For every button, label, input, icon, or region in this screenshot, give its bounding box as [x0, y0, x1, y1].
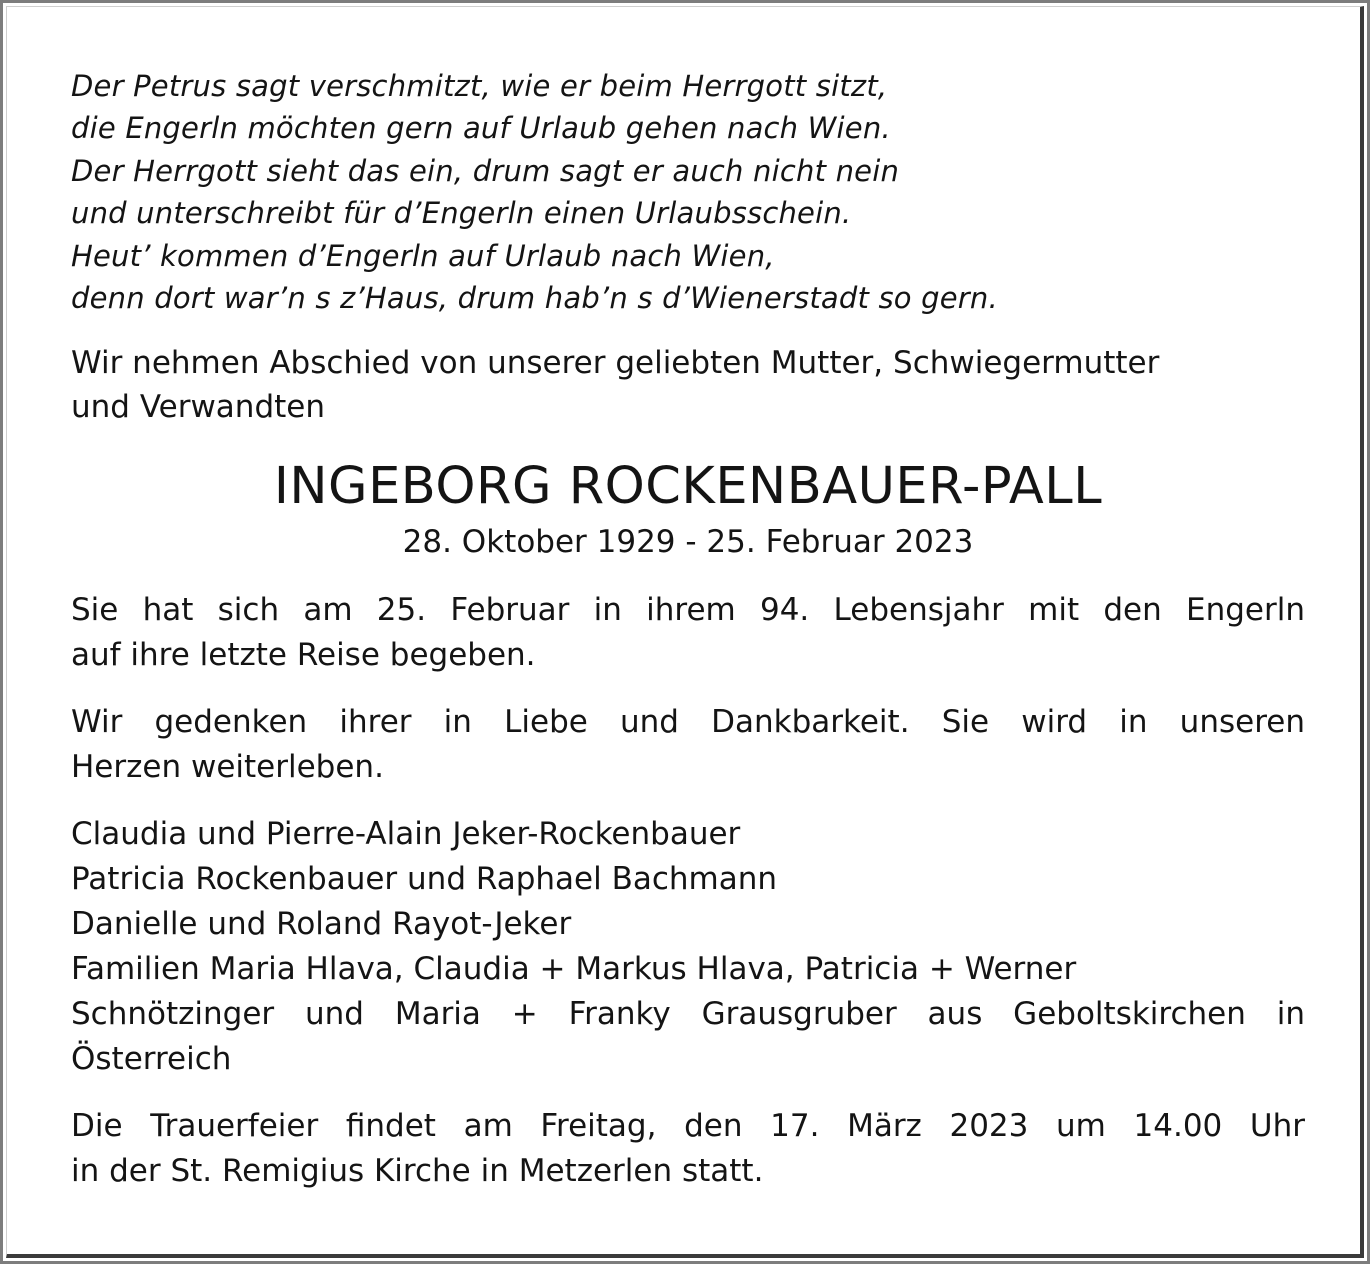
paragraph-line: Sie hat sich am 25. Februar in ihrem 94. Lebensjahr mit den Engerln	[71, 592, 1305, 629]
intro-line: und Verwandten	[71, 389, 325, 426]
mourner-line: Schnötzinger und Maria + Franky Grausgruber aus Geboltskirchen in	[71, 996, 1305, 1033]
mourners-list	[71, 812, 1305, 1082]
mourner-line: Claudia und Pierre-Alain Jeker-Rockenbauer	[71, 816, 741, 853]
poem	[71, 65, 1305, 319]
paragraph-line: Herzen weiterleben.	[71, 749, 384, 786]
life-dates: 28. Oktober 1929 - 25. Februar 2023	[402, 524, 974, 561]
mourner-line: Familien Maria Hlava, Claudia + Markus Hlava, Patricia + Werner	[71, 951, 1077, 988]
funeral-notice	[71, 1104, 1305, 1194]
paragraph-line: auf ihre letzte Reise begeben.	[71, 637, 536, 674]
poem-line: und unterschreibt für d’Engerln einen Urlaubsschein.	[71, 196, 852, 231]
funeral-line: in der St. Remigius Kirche in Metzerlen statt.	[71, 1153, 764, 1190]
poem-line: Der Petrus sagt verschmitzt, wie er beim Herrgott sitzt,	[71, 69, 888, 103]
passing-paragraph	[71, 588, 1305, 678]
poem-line: die Engerln möchten gern auf Urlaub gehen nach Wien.	[71, 111, 891, 146]
paragraph-line: Wir gedenken ihrer in Liebe und Dankbarkeit. Sie wird in unseren	[71, 704, 1305, 741]
poem-line: Der Herrgott sieht das ein, drum sagt er auch nicht nein	[71, 153, 900, 188]
remembrance-paragraph	[71, 700, 1305, 790]
mourner-line: Patricia Rockenbauer und Raphael Bachmann	[71, 861, 778, 898]
mourner-line: Danielle und Roland Rayot-Jeker	[71, 906, 572, 943]
intro-line: Wir nehmen Abschied von unserer geliebten Mutter, Schwiegermutter	[71, 345, 1160, 382]
obituary-content	[71, 65, 1305, 1194]
mourner-line: Österreich	[71, 1041, 232, 1078]
deceased-name: INGEBORG ROCKENBAUER-PALL	[273, 457, 1103, 517]
funeral-line: Die Trauerfeier findet am Freitag, den 17. März 2023 um 14.00 Uhr	[71, 1108, 1305, 1145]
poem-line: denn dort war’n s z’Haus, drum hab’n s d’Wienerstadt so gern.	[71, 281, 998, 316]
poem-line: Heut’ kommen d’Engerln auf Urlaub nach Wien,	[71, 238, 775, 273]
farewell-intro	[71, 341, 1305, 429]
